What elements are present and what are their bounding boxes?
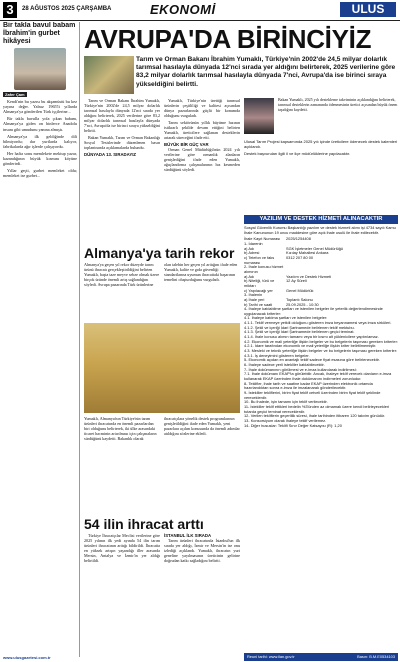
columnist-name: Zafer Çam <box>5 92 25 97</box>
minister-photo <box>244 98 274 134</box>
export-paragraph: Tarım ürünleri ihracatında İstanbul'un ilk sırada yer aldığı, İzmir ve Mersin'in ise onu izlediği açıklandı. Yumaklı, ihracatın yurt geneline yayılmasının üreticinin gelirine doğrudan katkı sağladığını belirtti. <box>164 538 240 563</box>
announcement-clause: 5- Ekonomik açıdan en avantajlı teklif sadece fiyat esasına göre belirlenecektir. <box>244 357 380 363</box>
announcement-clause: 4- İhaleye katılabilme şartları ve istenilen belgeler ile yeterlik değerlendirmesinde uygulanacak kriterler: <box>244 306 383 316</box>
row-key: b) Adresi <box>244 250 260 256</box>
left-paragraph: Kendi'nin bu yazısı bu akşamüstü bu kez yayına değer. Yalnız 1965'li yıllarda Almanya'ya gönderilen Türk işçilerine... <box>3 99 77 115</box>
announcement-clause: 6- İhaleye sadece yerli istekliler katılabilecektir. <box>244 362 325 368</box>
row-key: b) Tarihi ve saati <box>244 301 273 307</box>
article-paragraph: Orman Genel Müdürlüğü'nün 2024 yılı verilerine göre ormanlık alanların genişlediğini ifade eden Yumaklı, ağaçlandırma çalışmalarının hız kesmeden sürdüğünü söyledi. <box>164 147 240 172</box>
article-subheading: DÜNYADA 13. SIRADAYIZ <box>84 152 137 157</box>
announcement-clause: 4.3. Mesleki ve teknik yeterliğe ilişkin belgeler ve bu belgelerin taşıması gereken kriterler: <box>244 348 398 354</box>
announcement-clause: 4.3.1. İş deneyimini gösteren belgeler. <box>244 352 310 358</box>
announcement-clause: 4.1.1. Teklif vermeye yetkili olduğunu gösteren imza beyannamesi veya imza sirküleri. <box>244 320 392 326</box>
info-line: Ulusal Tarım Projesi kapsamında 2025 yılı içinde üreticilere ödenecek destek kalemleri açıklandı. <box>244 140 398 149</box>
footer-right: Basın: B.M.E0534103 <box>357 654 395 659</box>
main-article-column-1 <box>84 98 160 243</box>
row-value: Toplantı Salonu <box>286 296 313 302</box>
article-subheading: BÜYÜK BİR GÜÇ VAR <box>164 142 209 147</box>
left-paragraph: Yıllar geçti, gurbet memleket oldu; memleket ise gurbet... <box>3 168 77 179</box>
footer-left: Reuni tarihi: www.ilan.gov.tr <box>247 654 295 659</box>
left-footer-link[interactable]: www.ulusgazetesi.com.tr <box>3 655 51 660</box>
field-photo <box>84 56 134 94</box>
info-line: Destek başvuruları ilgili il ve ilçe müdürlüklerine yapılacaktır. <box>244 150 351 156</box>
row-key: c) Yapılacağı yer <box>244 287 273 293</box>
announcement-clause: 8- Teklifler, ihale tarih ve saatine kadar EKAP üzerinden elektronik ortamda hazırlandıktan sonra e-imza ile imzalanarak gönderilecektir. <box>244 380 373 391</box>
announcement-clause: 10- Bu ihalede, işin tamamı için teklif verilecektir. <box>244 399 328 405</box>
announcement-clause: 11- İstekliler teklif ettikleri bedelin %3'ünden az olmamak üzere kendi belirleyecekleri tutarda geçici teminat vereceklerdir. <box>244 403 390 414</box>
left-article-title: Bir takla bavul babam İbrahim'in gurbet hikâyesi <box>3 22 76 45</box>
row-key: 3- İhalenin <box>244 292 263 298</box>
announcement-clause: 9- İstekliler tekliflerini, birim fiyat teklif cetveli üzerinden birim fiyat teklif şeklinde vereceklerdir. <box>244 389 381 400</box>
announcement-footer <box>244 653 398 661</box>
column-divider <box>79 22 80 657</box>
export-subheading: İSTANBUL İLK SIRADA <box>164 533 212 538</box>
left-paragraph: Almanya'ya ilk geldiğinde dili bilmiyordu; dar yurtlarda kalıyor, fabrikalarda ağır işlerde çalışıyordu. <box>3 133 77 149</box>
row-value: Genel Müdürlük <box>286 287 314 293</box>
announcement-clause: 4.2. Ekonomik ve mali yeterliğe ilişkin belgeler ve bu belgelerin taşıması gereken kriterler: <box>244 338 398 344</box>
announcement-clause: 4.1.4. İhale konusu alımın tamamı veya bir kısmı alt yüklenicilere yaptırılamaz. <box>244 334 379 340</box>
announcement-body <box>244 226 398 651</box>
row-key: İhale Kayıt Numarası <box>244 236 281 242</box>
announcement-intro: Sosyal Güvenlik Kurumu Başkanlığı yazılım ve destek hizmeti alımı işi 4734 sayılı Kamu İhale Kanununun 19 uncu maddesine göre açık ihale usulü ile ihale edilecektir. <box>244 226 396 235</box>
left-paragraph: Her hafta sonu memlekete mektup yazar, kazandığının büyük kısmını köyüne gönderirdi. <box>3 150 77 167</box>
section-title: EKONOMİ <box>150 2 216 17</box>
announcement-clause: 7- İhale dokümanının görülmesi ve e-imza kullanılarak indirilmesi: <box>244 366 357 372</box>
wheat-harvest-photo <box>84 323 240 413</box>
row-value: 2025/1254408 <box>286 236 311 242</box>
article-paragraph: Tarım ve Orman Bakanı İbrahim Yumaklı, Türkiye'nin 2002'de 24,5 milyar dolarlık tarımsal hasılayla dünyada 12'nci sırada yer aldığını belirterek, 2025 verilerine göre 83,2 milyar dolarlık tarımsal hasılayla dünyada 7'nci, Avrupa'da ise birinci sıraya yükseldiğini belirtti. <box>84 98 160 133</box>
export-article <box>84 533 240 653</box>
announcement-clause: 4.1.2. Şekli ve içeriği İdari Şartnamede belirlenen teklif mektubu. <box>244 324 355 330</box>
announcement-clause: 13- Konsorsiyum olarak ihaleye teklif verilemez. <box>244 417 327 423</box>
announcement-clause: 4.2.1. İdare tarafından ekonomik ve mali yeterliğe ilişkin kriter belirtilmemiştir. <box>244 343 377 349</box>
almanya-text-1: Almanya'ya geçen yıl rekor düzeyde tarım ürünü ihracatı gerçekleştirildiğini belirten Yumaklı, başta taze meyve sebze olmak üzere birçok üründe önemli artış sağlandığını söyledi. Avrupa pazarında Türk ürünlerine olan talebin her geçen yıl arttığını ifade eden Yumaklı, kalite ve gıda güvenliği standartlarına uyumun ihracattaki başarının temelini oluşturduğunu vurguladı. <box>84 262 238 287</box>
left-paragraph: Bir takla bavulla yola çıkan babam, Almanya'ya giden on binlerce Anadolu insanı gibi umudunu yanına almıştı. <box>3 116 77 132</box>
left-column-article <box>3 22 77 654</box>
almanya-text-2: Yumaklı, Almanya'nın Türkiye'nin tarım ürünleri ihracatında en önemli pazarlardan biri olduğunu belirterek, iki ülke arasındaki ticaret hacminin artırılması için çalışmaların sürdüğünü kaydetti. Bakanlık olarak ihracatçılara yönelik destek programlarının genişletildiğini ifade eden Yumaklı, yeni pazarlara açılım konusunda da önemli adımlar atıldığını sözlerine ekledi. <box>84 416 240 441</box>
row-key: 1- İdarenin <box>244 240 263 246</box>
export-paragraph: Türkiye İhracatçılar Meclisi verilerine göre 2025 yılının ilk yedi ayında 54 ilin tarım ürünleri ihracatının arttığı bildirildi. İhracatta en yüksek artışın yaşandığı iller arasında Mersin, Antalya ve İzmir'in yer aldığı belirtildi. <box>84 533 160 563</box>
row-value: Yazılım ve Destek Hizmeti <box>286 273 332 279</box>
main-headline: AVRUPA'DA BİRİNCİYİZ <box>84 24 372 54</box>
row-key: b) Niteliği, türü ve miktarı <box>244 278 275 288</box>
row-value: SGK İşletmeler Genel Müdürlüğü <box>286 245 344 251</box>
issue-date: 28 AĞUSTOS 2025 ÇARŞAMBA <box>22 6 112 12</box>
info-box <box>244 140 398 210</box>
row-value: Kızılay Mahallesi Ankara <box>286 250 329 256</box>
announcement-clause: 12- Verilen tekliflerin geçerlilik süresi, ihale tarihinden itibaren 120 takvim günüdür. <box>244 413 386 419</box>
announcement-clause: 4.1. İhaleye katılma şartları ve istenilen belgeler: <box>244 315 328 321</box>
right-article-text: Bakan Yumaklı, 2025 yılı destekleme takviminin açıklandığını belirterek, tarımsal desteklerin zamanında ödenmesinin üretici açısından büyük önem taşıdığını kaydetti. <box>278 98 398 112</box>
announcement-title: YAZILIM VE DESTEK HİZMETİ ALINACAKTIR <box>244 215 398 224</box>
announcement-clause: 4.1.3. Şekli ve içeriği İdari Şartnamede belirlenen geçici teminat. <box>244 329 355 335</box>
row-key: c) Telefon ve faks numarası <box>244 254 275 265</box>
row-key: 2- İhale konusu hizmet alımının <box>244 264 284 274</box>
announcement-clause: 14- Diğer hususlar: Teklifi Sınır Değer Katsayısı (R): 1,20 <box>244 422 342 428</box>
newspaper-logo: ULUS <box>340 2 396 17</box>
article-paragraph: Yumaklı, Türkiye'nin ürettiği tarımsal ürünlerin çeşitliliği ve kalitesi açısından dünya pazarlarında güçlü bir konumda olduğunu vurguladı. <box>164 98 240 118</box>
almanya-headline: Almanya'ya tarih rekor <box>84 245 235 261</box>
columnist-photo <box>14 48 66 90</box>
row-value: 0312 207 80 00 <box>286 254 314 260</box>
export-headline: 54 ilin ihracat arttı <box>84 516 204 532</box>
row-key: a) Adı <box>244 245 255 251</box>
announcement-clause: 7.1. İhale dokümanı EKAP'ta görülebilir. Ancak, ihaleye teklif verecek olanların e-imza kullanarak EKAP üzerinden ihale dokümanını indirmeleri zorunludur. <box>244 371 392 381</box>
row-key: a) İhale yeri <box>244 296 265 302</box>
row-key: a) Adı <box>244 273 255 279</box>
article-paragraph: Tarım sektörünün yıllık büyüme hızının istikrarlı şekilde devam ettiğini belirten Yumaklı, üreticilere sağlanan desteklerin artarak süreceğini ifade etti. <box>164 120 240 140</box>
main-article-column-2 <box>164 98 240 243</box>
article-paragraph: Bakan Yumaklı, Tarım ve Orman Bakanlığı Sosyal Tesislerinde düzenlenen basın toplantısında açıklamalarda bulundu. <box>84 135 160 150</box>
page-number: 3 <box>3 2 17 18</box>
row-value: 12 Ay Süreli <box>286 278 307 284</box>
row-value: 25.09.2025 - 10:30 <box>286 301 319 307</box>
headline-lead: Tarım ve Orman Bakanı İbrahim Yumaklı, Türkiye'nin 2002'de 24,5 milyar dolarlık tarımsal hasılayla dünyada 12'nci sırada yer aldığını belirterek, 2025 verilerine göre 83,2 milyar dolarlık tarımsal hasılayla dünyada 7'nci, Avrupa'da ise birinci sıraya yükseldiğini belirtti. <box>136 56 396 88</box>
